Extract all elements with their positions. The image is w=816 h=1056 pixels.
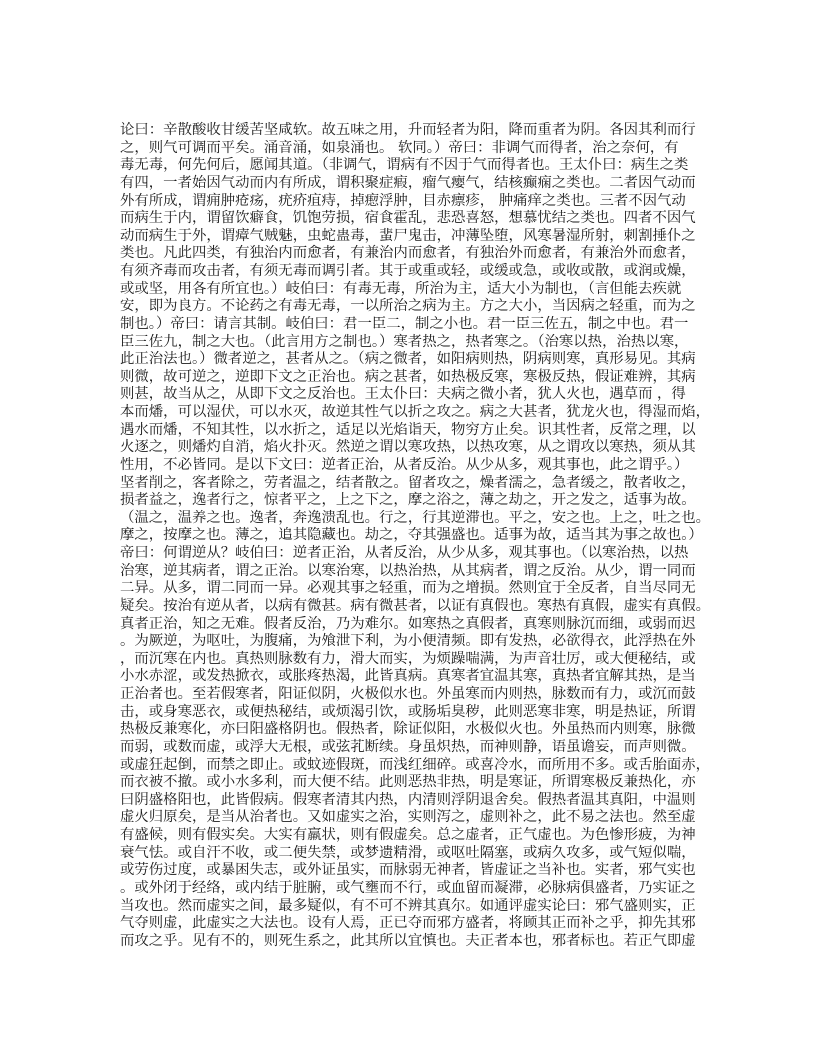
text-line: 而病生于内，谓留饮癖食，饥饱劳损，宿食霍乱，悲恐喜怒，想慕忧结之类也。四者不因气 (120, 210, 696, 227)
text-line: 安，即为良方。不论药之有毒无毒，一以所治之病为主。方之大小，当因病之轻重，而为之 (120, 298, 696, 315)
text-line: 或劳伤过度，或暴困失志，或外证虽实，而脉弱无神者，皆虚证之当补也。实者，邪气实也 (120, 862, 696, 879)
text-line: 类也。凡此四类，有独治内而愈者，有兼治内而愈者，有独治外而愈者，有兼治外而愈者， (120, 245, 696, 262)
text-line: 虚火归原矣，是当从治者也。又如虚实之治，实则泻之，虚则补之，此不易之法也。然至虚 (120, 809, 696, 826)
text-line: 。或外闭于经络，或内结于脏腑，或气壅而不行，或血留而凝滞，必脉病俱盛者，乃实证之 (120, 879, 696, 896)
text-line: 臣三佐九，制之大也。（此言用方之制也。）寒者热之，热者寒之。（治寒以热，治热以寒， (120, 333, 689, 350)
text-line: 毒无毒，何先何后，愿闻其道。（非调气，谓病有不因于气而得者也。王太仆曰：病生之类 (120, 157, 689, 174)
text-line: 而弱，或数而虚，或浮大无根，或弦芤断续。身虽炽热，而神则静，语虽谵妄，而声则微。 (120, 738, 696, 755)
text-line: 而攻之乎。见有不的，则死生系之，此其所以宜慎也。夫正者本也，邪者标也。若正气即虚 (120, 932, 696, 949)
text-line: 性用，不必皆同。是以下文曰：逆者正治，从者反治。从少从多，观其事也，此之谓乎。） (120, 456, 689, 473)
text-line: 本而燔，可以湿伏，可以水灭，故逆其性气以折之攻之。病之大甚者，犹龙火也，得湿而焰， (120, 404, 711, 420)
text-line: 帝曰：何谓逆从？岐伯曰：逆者正治，从者反治，从少从多，观其事也。（以寒治热，以热 (120, 545, 689, 561)
text-line: 动而病生于外，谓瘴气贼魅，虫蛇蛊毒，蜚尸鬼击，冲薄坠堕，风寒暑湿所射，刺割捶仆之 (120, 227, 696, 244)
text-line: 热极反兼寒化，亦曰阳盛格阴也。假热者，除证似阳，水极似火也。外虽热而内则寒，脉微 (120, 721, 696, 738)
text-line: 当攻也。然而虚实之间，最多疑似，有不可不辨其真尔。如通评虚实论曰：邪气盛则实，正 (120, 897, 696, 914)
text-line: 真者正治，知之无难。假者反治，乃为难尔。如寒热之真假者，真寒则脉沉而细，或弱而迟 (120, 615, 696, 632)
text-line: 。为厥逆，为呕吐，为腹痛，为飧泄下利，为小便清频。即有发热，必欲得衣，此浮热在外 (120, 633, 696, 650)
text-line: 此正治法也。）微者逆之，甚者从之。（病之微者，如阳病则热，阴病则寒，真形易见。其病 (120, 351, 696, 368)
text-line: 或虚狂起倒，而禁之即止。或蚊迹假斑，而浅红细碎。或喜冷水，而所用不多。或舌胎面赤， (120, 756, 711, 773)
text-line: 外有所成，谓痈肿疮疡，疣疥疽痔，掉瘛浮肿，目赤瘭疹， 肿痛痒之类也。三者不因气动 (120, 192, 686, 209)
text-line: 正治者也。至若假寒者，阳证似阴，火极似水也。外虽寒而内则热，脉数而有力，或沉而鼓 (120, 686, 696, 702)
text-line: 遇水而燔，不知其性，以水折之，适足以光焰诣天，物穷方止矣。识其性者，反常之理，以 (120, 421, 696, 438)
text-line: 击，或身寒恶衣，或便热秘结，或烦渴引饮，或肠垢臭秽，此则恶寒非寒，明是热证，所谓 (120, 703, 696, 720)
text-line: 而衣被不撤。或小水多利，而大便不结。此则恶热非热，明是寒证，所谓寒极反兼热化，亦 (120, 774, 696, 791)
text-line: ，而沉寒在内也。真热则脉数有力，滑大而实，为烦躁喘满，为声音壮厉，或大便秘结，或 (120, 650, 696, 667)
text-line: 火逐之，则燔灼自消，焰火扑灭。然逆之谓以寒攻热，以热攻寒，从之谓攻以寒热，须从其 (120, 439, 696, 456)
text-line: 有盛候，则有假实矣。大实有羸状，则有假虚矣。总之虚者，正气虚也。为色惨形疲，为神 (120, 827, 696, 843)
text-line: 有须齐毒而攻击者，有须无毒而调引者。其于或重或轻，或缓或急，或收或散，或润或燥， (120, 263, 696, 279)
text-line: 曰阴盛格阳也，此皆假病。假寒者清其内热，内清则浮阴退舍矣。假热者温其真阳，中温则 (120, 791, 696, 808)
text-line: 之，则气可调而平矣。涌音涌，如泉涌也。 软同。）帝曰：非调气而得者，治之奈何，有 (120, 139, 679, 156)
text-line: 论曰：辛散酸收甘缓苦坚咸软。故五味之用，升而轻者为阳，降而重者为阴。各因其利而行 (120, 122, 696, 138)
text-line: 小水赤涩，或发热掀衣，或胀疼热渴，此皆真病。真寒者宜温其寒，真热者宜解其热，是当 (120, 668, 696, 685)
text-line: 有四，一者始因气动而内有所成，谓积聚症瘕，瘤气瘿气，结核癫痫之类也。二者因气动而 (120, 174, 696, 191)
text-line: 则甚，故当从之，从即下文之反治也。王太仆曰：夫病之微小者，犹人火也，遇草而 ，得 (120, 386, 686, 403)
text-line: 坚者削之，客者除之，劳者温之，结者散之。留者攻之，燥者濡之，急者缓之，散者收之， (120, 474, 696, 491)
text-line: 治寒，逆其病者，谓之正治。以寒治寒，以热治热，从其病者，谓之反治。从少，谓一同而 (120, 562, 696, 579)
text-line: 气夺则虚，此虚实之大法也。设有人焉，正已夺而邪方盛者，将顾其正而补之乎，抑先其邪 (120, 915, 696, 932)
text-line: 则微，故可逆之，逆即下文之正治也。病之甚者，如热极反寒，寒极反热，假证难辨，其病 (120, 368, 696, 385)
text-line: 或或坚，用各有所宜也。）岐伯曰：有毒无毒，所治为主，适大小为制也，（言但能去疾就 (120, 280, 682, 297)
text-line: （温之，温养之也。逸者，奔逸溃乱也。行之，行其逆滞也。平之，安之也。上之，吐之也。 (120, 509, 711, 526)
document-body (120, 122, 711, 950)
text-line: 损者益之，逸者行之，惊者平之，上之下之，摩之浴之，薄之劫之，开之发之，适事为故。 (120, 492, 696, 509)
text-line: 二异。从多，谓二同而一异。必观其事之轻重，而为之增损。然则宜于全反者，自当尽同无 (120, 580, 696, 597)
text-line: 制也。）帝曰：请言其制。岐伯曰：君一臣二，制之小也。君一臣三佐五，制之中也。君一 (120, 315, 689, 332)
text-line: 疑矣。按治有逆从者，以病有微甚。病有微甚者，以证有真假也。寒热有真假，虚实有真假。 (120, 597, 711, 614)
text-line: 衰气怯。或自汗不收，或二便失禁，或梦遗精滑，或呕吐隔塞，或病久攻多，或气短似喘， (120, 844, 696, 861)
text-line: 摩之，按摩之也。薄之，追其隐藏也。劫之，夺其强盛也。适事为故，适当其为事之故也。） (120, 527, 703, 544)
